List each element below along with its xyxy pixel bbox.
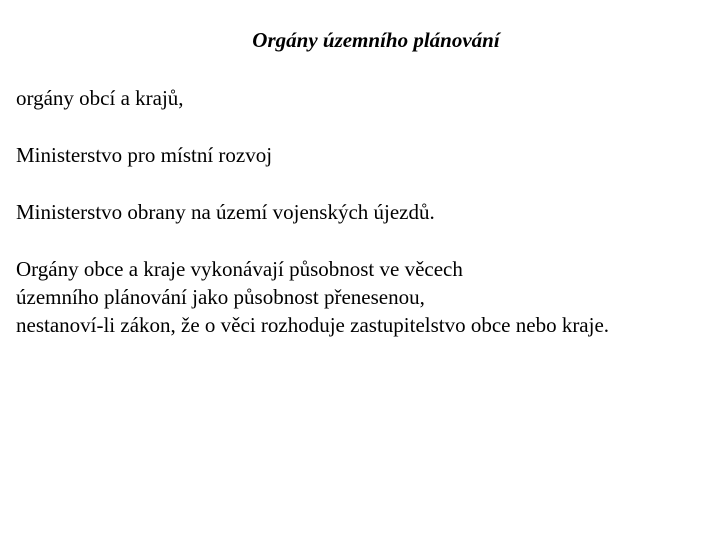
paragraph-line: územního plánování jako působnost přenesenou, <box>16 285 425 309</box>
body-paragraph <box>16 255 609 339</box>
text-item-ministry-defence: Ministerstvo obrany na území vojenských újezdů. <box>16 200 435 224</box>
paragraph-line: nestanoví-li zákon, že o věci rozhoduje zastupitelstvo obce nebo kraje. <box>16 313 610 337</box>
paragraph-line: Orgány obce a kraje vykonávají působnost ve věcech <box>16 257 463 281</box>
slide-title: Orgány územního plánování <box>252 28 500 52</box>
text-item-municipal-bodies: orgány obcí a krajů, <box>16 86 184 110</box>
text-item-ministry-regional-development: Ministerstvo pro místní rozvoj <box>16 143 273 167</box>
